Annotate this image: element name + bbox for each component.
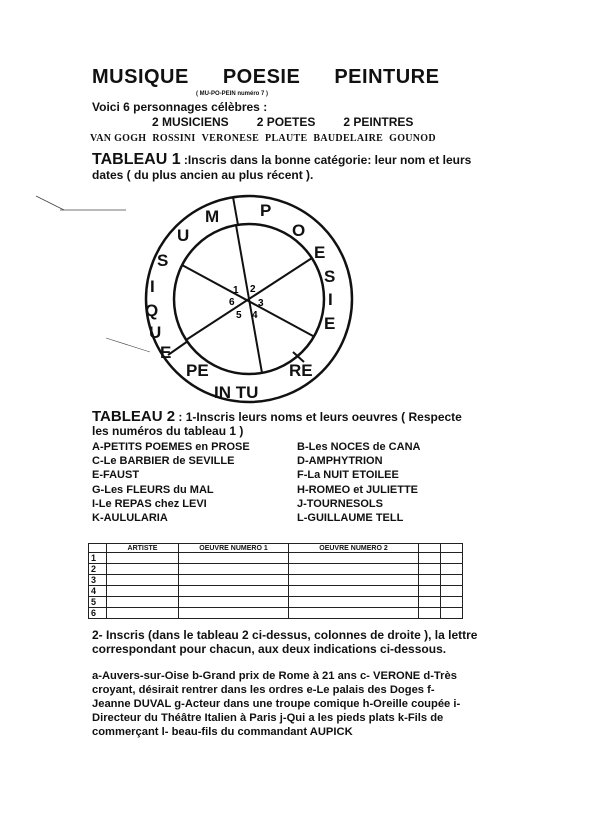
name-item: GOUNOD — [389, 133, 436, 144]
table-row — [89, 564, 463, 575]
answer-cell[interactable] — [107, 608, 179, 619]
answer-cell[interactable] — [179, 597, 289, 608]
work-item: K-AULULARIA — [92, 511, 168, 524]
wheel-letter: U — [149, 323, 162, 342]
sector-number: 2 — [250, 284, 256, 295]
table-header-oeuvre2: OEUVRE NUMERO 2 — [289, 544, 419, 553]
answer-cell[interactable] — [419, 575, 441, 586]
tableau2-instruction — [92, 408, 462, 425]
work-item: B-Les NOCES de CANA — [297, 441, 421, 453]
answer-cell[interactable] — [441, 553, 463, 564]
answer-table — [88, 543, 463, 619]
answer-cell[interactable] — [441, 608, 463, 619]
intro-text: Voici 6 personnages célèbres : — [92, 100, 268, 114]
question2-line: 2- Inscris (dans le tableau 2 ci-dessus, colonnes de droite ), la lettre — [92, 628, 478, 642]
work-item: E-FAUST — [92, 469, 140, 482]
wheel-letter: E — [160, 343, 172, 362]
sector-line — [182, 265, 313, 336]
tableau2-line1: : 1-Inscris leurs noms et leurs oeuvres ( Respecte — [175, 410, 462, 424]
answer-cell[interactable] — [107, 586, 179, 597]
ring-separator — [233, 197, 238, 225]
table-header-cell — [419, 544, 441, 553]
table-row — [89, 575, 463, 586]
answer-cell[interactable] — [289, 553, 419, 564]
table-header-artiste: ARTISTE — [107, 544, 179, 553]
sector-number: 5 — [236, 310, 242, 321]
wheel-letter: I — [150, 277, 155, 296]
wheel-letter: S — [324, 267, 336, 286]
answer-cell[interactable] — [107, 564, 179, 575]
wheel-letter: Q — [145, 301, 159, 320]
answer-cell[interactable] — [419, 553, 441, 564]
table-header-cell — [89, 544, 107, 553]
question2-instruction — [92, 628, 477, 656]
row-number: 6 — [89, 608, 107, 619]
category-peintres: 2 PEINTRES — [343, 115, 414, 129]
tableau2-line2: les numéros du tableau 1 ) — [92, 424, 244, 438]
work-item: G-Les FLEURS du MAL — [92, 483, 214, 496]
sector-number: 4 — [252, 310, 258, 321]
answer-cell[interactable] — [179, 575, 289, 586]
scan-mark — [36, 196, 64, 210]
hint-line: commerçant l- beau-fils du commandant AUPICK — [92, 726, 353, 738]
table-header-row — [89, 544, 463, 553]
answer-cell[interactable] — [289, 575, 419, 586]
answer-cell[interactable] — [179, 608, 289, 619]
hints-paragraph — [92, 669, 460, 739]
work-item: J-TOURNESOLS — [297, 497, 383, 510]
wheel-letter: E — [314, 243, 326, 262]
wheel-letter: I — [328, 290, 333, 309]
hint-line: croyant, désirait rentrer dans les ordres e-Le palais des Doges f- — [92, 684, 435, 696]
title-word-musique: MUSIQUE — [92, 66, 189, 88]
row-number: 5 — [89, 597, 107, 608]
wheel-letter: O — [292, 221, 306, 240]
sector-number: 3 — [258, 298, 264, 309]
answer-cell[interactable] — [107, 553, 179, 564]
answer-cell[interactable] — [289, 564, 419, 575]
question2-line: correspondant pour chacun, aux deux indications ci-dessous. — [92, 642, 447, 656]
answer-cell[interactable] — [107, 597, 179, 608]
works-right-column — [297, 440, 421, 524]
wheel-label-re: RE — [289, 361, 313, 380]
title-word-peinture: PEINTURE — [334, 66, 440, 88]
tableau1-label: TABLEAU 1 — [92, 151, 181, 168]
answer-cell[interactable] — [419, 586, 441, 597]
answer-cell[interactable] — [107, 575, 179, 586]
work-item: I-Le REPAS chez LEVI — [92, 497, 207, 510]
celebrity-names — [90, 133, 442, 144]
wheel-letter: U — [177, 226, 190, 245]
answer-cell[interactable] — [419, 597, 441, 608]
row-number: 3 — [89, 575, 107, 586]
hint-line: a-Auvers-sur-Oise b-Grand prix de Rome à 21 ans c- VERONE d-Très — [92, 670, 457, 682]
categories-line — [152, 115, 441, 129]
name-item: ROSSINI — [152, 133, 196, 144]
work-item: L-GUILLAUME TELL — [297, 511, 404, 524]
category-poetes: 2 POETES — [256, 115, 316, 129]
wheel-label-intu: IN TU — [214, 383, 259, 402]
sector-number: 1 — [233, 285, 239, 296]
wheel-letter: P — [260, 201, 272, 220]
tableau1-line2: dates ( du plus ancien au plus récent ). — [92, 168, 314, 182]
name-item: PLAUTE — [265, 133, 308, 144]
hint-line: Directeur du Théâtre Italien à Paris j-Qui a les pieds plats k-Fils de — [92, 712, 444, 724]
work-item: F-La NUIT ETOILEE — [297, 469, 399, 482]
work-item: D-AMPHYTRION — [297, 455, 383, 468]
table-row — [89, 553, 463, 564]
work-item: C-Le BARBIER de SEVILLE — [92, 455, 235, 468]
answer-cell[interactable] — [441, 586, 463, 597]
table-header-oeuvre1: OEUVRE NUMERO 1 — [179, 544, 289, 553]
answer-cell[interactable] — [441, 597, 463, 608]
tableau1-instruction — [92, 151, 471, 169]
name-item: VERONESE — [201, 133, 260, 144]
page-subtitle: ( MU-PO-PEIN numéro 7 ) — [196, 91, 269, 97]
scan-mark — [106, 338, 150, 352]
work-item: H-ROMEO et JULIETTE — [297, 483, 419, 496]
table-row — [89, 597, 463, 608]
row-number: 1 — [89, 553, 107, 564]
wheel-label-pe: PE — [186, 361, 209, 380]
page-title — [92, 66, 473, 89]
category-musiciens: 2 MUSICIENS — [152, 115, 229, 129]
works-left-column — [92, 440, 250, 524]
table-header-cell — [441, 544, 463, 553]
answer-cell[interactable] — [289, 597, 419, 608]
answer-cell[interactable] — [419, 564, 441, 575]
answer-cell[interactable] — [289, 586, 419, 597]
answer-cell[interactable] — [441, 575, 463, 586]
name-item: BAUDELAIRE — [313, 133, 384, 144]
title-word-poesie: POESIE — [222, 66, 301, 88]
wheel-letter: E — [324, 314, 336, 333]
answer-cell[interactable] — [289, 608, 419, 619]
answer-cell[interactable] — [179, 553, 289, 564]
answer-cell[interactable] — [441, 564, 463, 575]
sector-number: 6 — [229, 297, 235, 308]
answer-cell[interactable] — [419, 608, 441, 619]
row-number: 2 — [89, 564, 107, 575]
wheel-letter: M — [205, 207, 220, 226]
sector-line — [186, 258, 312, 340]
row-number: 4 — [89, 586, 107, 597]
category-wheel — [0, 185, 600, 405]
answer-cell[interactable] — [179, 586, 289, 597]
name-item: VAN GOGH — [90, 133, 147, 144]
tableau1-line1: :Inscris dans la bonne catégorie: leur nom et leurs — [180, 153, 472, 167]
wheel-letter: S — [157, 251, 169, 270]
table-row — [89, 608, 463, 619]
table-row — [89, 586, 463, 597]
work-item: A-PETITS POEMES en PROSE — [92, 441, 250, 453]
answer-cell[interactable] — [179, 564, 289, 575]
hint-line: Jeanne DUVAL g-Acteur dans une troupe comique h-Oreille coupée i- — [92, 698, 461, 710]
tableau2-label: TABLEAU 2 — [92, 408, 176, 425]
